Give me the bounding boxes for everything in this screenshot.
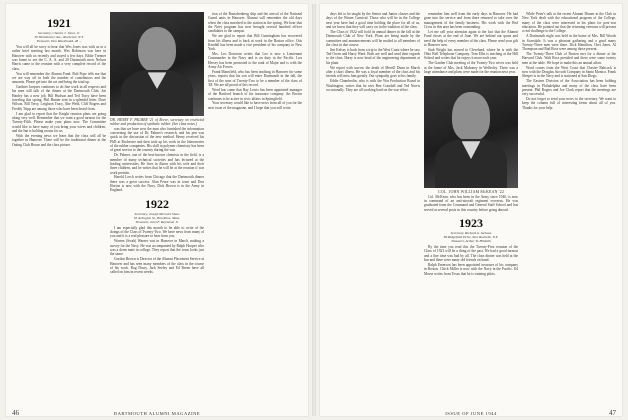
- issue-date: ISSUE OF JUNE 1944: [445, 411, 497, 416]
- photo-caption-mckean: COL. JOHN WILLIAM McKEAN '22: [438, 190, 504, 195]
- article-paragraph: Harold Lorch writes from Chicago that the Dartmouth dinner there was a great success. Alan Pease was in town and Don Horton is now with the Navy. Dick Brown is in the Army in England.: [110, 175, 204, 193]
- class-1921-treasurer: Treasurer, Don Macdonald, 48 ...: [36, 39, 82, 43]
- article-paragraph: Your secretary would like to have news from all of you for the next issue of the magazine, and I hope that you will write.: [208, 101, 302, 110]
- article-paragraph: Jim Kelsey is back from a trip to the West Coast where he saw Ted Owen and Harry Ward. Both are well and send their regards to the class. Harry is now head of the engineering department at his plant.: [326, 47, 420, 65]
- portrait-photo-mckean: [424, 76, 518, 188]
- right-column-1: [326, 12, 420, 93]
- class-1923-heading: 1923: [459, 215, 483, 230]
- article-paragraph: Eddie Chamberlin, who is with the War Production Board in Washington, writes that he sees Ben Crandall and Ted Norris occasionally. They are all working hard on the war effort.: [326, 79, 420, 92]
- article-paragraph: Stub Wright has moved to Cleveland, where he is with the Ohio Bell Telephone Company. Tom Ellis is teaching at the Hill School and writes that he enjoys it more each year.: [424, 47, 518, 61]
- class-1923-paragraph: Ralph Emerson has been appointed treasurer of his company in Boston. Chick Miller is now with the Navy in the Pacific. Ed Morse writes from Texas that he is training pilots.: [424, 262, 518, 276]
- article-paragraph: Let me call your attention again to the fact that the Alumni Fund closes at the end of June. We are behind our quota and need the help of every member of the class. Please send your gift to Hanover now.: [424, 29, 518, 47]
- class-1923-secretary: Secretary, Richard A. Jackson: [450, 230, 492, 235]
- class-1922-address: 65 Arlington St., Brookline, Mass.: [133, 215, 181, 220]
- portrait-head: [452, 92, 490, 141]
- article-paragraph: tion of the Rauschenberg ship and the arrival of the National Guard units in Hanover. Alumni will remember the old days when the class marched to the station in the spring. We hear that the Navy program has now brought several hundred officer candidates to the campus.: [208, 12, 302, 34]
- portrait-photo-palmer: [110, 12, 204, 116]
- article-paragraph: Dr. Palmer, one of the best-known chemists in the field, is a member of many technical societies and has lectured at the leading universities. He lives in Akron with his wife and their three children, and he writes that he will be at the reunion if war work permits.: [110, 153, 204, 175]
- article-paragraph: While Peter's talk at the recent Alumni Dinner at the Club in New York dealt with the educational program of the College, many of the class were interested in his plans for post-war education. He pointed out that the returning veterans will present a real challenge to the College.: [522, 12, 616, 34]
- class-1921-address: 30 Westminster Ave., Rochester, N.Y.: [34, 35, 84, 39]
- class-1922-treasurer: Treasurer, John F. Raymond, Jr.: [135, 219, 179, 224]
- article-paragraph: Col. McKean, who has been in the Army since 1940, is now in command of an anti-aircraft regiment overseas. He was graduated from the Command and General Staff School and has served at several posts in this country before going abroad.: [424, 194, 518, 212]
- article-paragraph: We report with sorrow the death of Merrill Dunn in March after a short illness. He was a loyal member of the class and his friends will miss him greatly. Our sympathy goes to his family.: [326, 65, 420, 79]
- article-paragraph: Word has come that Ray Lewis has been appointed manager of the Hartford branch of his insurance company. Art Brown continues to be active in civic affairs in Springfield.: [208, 87, 302, 101]
- article-paragraph: We are glad to report that Bill Cunningham has recovered from his illness and is back at work in the Boston office. Otis Kendall has been made a vice president of his company in New York.: [208, 34, 302, 52]
- article-paragraph: The Twenty-Three Club of Boston met for a dinner at the Harvard Club. Walt Ross presided and there were some twenty men at the table. We hope to make this an annual affair.: [522, 52, 616, 65]
- class-1923-address: 89 Ridgefield Drive, New Rochelle, N.Y.: [443, 234, 499, 239]
- page-gutter: [312, 4, 316, 416]
- article-paragraph: Word comes from the West Coast that Chester Babcock is now with the Douglas Aircraft Company in Santa Monica. Frank Sleeper is in the Navy and is stationed at San Diego.: [522, 65, 616, 79]
- right-column-2: [424, 12, 518, 276]
- right-page: [320, 4, 622, 416]
- page-number: 47: [609, 409, 616, 416]
- article-paragraph: The Eastern Division of the Association has been holding meetings in Philadelphia and many of the class have been present. Phil Rogers and Joe Clark report that the meetings are very successful.: [522, 79, 616, 97]
- class-1921-secretary: Secretary, Charles J. Jones, Jr.: [38, 31, 80, 35]
- article-paragraph: The Garden Club meeting of the Twenty-Two wives was held at the home of Mrs. Jack Mahoney in Wellesley. There was a large attendance and plans were made for the reunion next year.: [424, 61, 518, 74]
- left-column-1: [12, 12, 106, 147]
- class-1921-paragraph: I am glad to report that the Knight reunion plans are going along very well. Remember that we want a good turnout for the Twenty-Fifth. Please make your plans now. The Committee would like to have many of you bring your wives and children, and the Inn is holding rooms for us.: [12, 111, 106, 134]
- class-1922-paragraph: I am especially glad this month to be able to write of the doings of the Class of Twenty-Two. We have news from many of you and it is a real pleasure to hear from you.: [110, 225, 204, 239]
- article-paragraph: remember him well from the early days in Hanover. He had gone into the service and from there returned to take over the management of the family business. His work with the Red Cross in this area has been outstanding.: [424, 12, 518, 30]
- article-paragraph: A Dartmouth night was held in the home of Mrs. Bill Woods in Scarsdale. It was a pleasant gathering and a good many Twenty-Three men were there. Dick Hamilton, Chet Jones, Al Thompson and Bud Ross were among those present.: [522, 34, 616, 52]
- class-1921-heading: 1921: [47, 16, 71, 30]
- class-1922-heading: 1922: [145, 196, 169, 211]
- article-paragraph: The Class of 1922 will hold its annual dinner in the fall at the Dartmouth Club of New York. Plans are being made by the committee and announcements will be mailed to all members of the class in due course.: [326, 29, 420, 47]
- left-column-2: [110, 12, 204, 275]
- portrait-head: [138, 27, 176, 73]
- class-1922-paragraph: Gordon Brown is Director of the Alumni Placement Service at Hanover and has seen many members of the class in the course of his work. Rog Drury, Jack Seeley and Ed Breen have all called on him in recent weeks.: [110, 257, 204, 275]
- class-1922-paragraph: Warren (Swab) Warner was in Hanover in March, making a survey for the Navy. He was accompanied by Ralph Hooper who was a dorm mate in college. They report that the town looks just the same.: [110, 239, 204, 257]
- class-1922-secretary: Secretary, Joseph McGuire Shaw: [134, 211, 180, 216]
- article-paragraph: Do not forget to send your news to the secretary. We want to keep the column full of interesting items about all of you. Thanks for your help.: [522, 97, 616, 110]
- left-page: [6, 4, 308, 416]
- class-1923-treasurer: Treasurer, Arthur W. Hildreth: [451, 238, 491, 243]
- class-1921-paragraph: You will remember the Alumni Fund. Bob Pope tells me that we are way off in both the number of contributors and the amounts. Please get into the act and bring the total up.: [12, 71, 106, 85]
- article-paragraph: days left to be taught by the Senior and Junior classes and the days of the Winter Carnival. Those who will be in the College next year have had a good time holding the place for all of us, and we know that they will carry on in the tradition of the class.: [326, 12, 420, 30]
- article-paragraph: Frank Mansfield, who has been teaching in Hanover for some years, reports that his son will enter Dartmouth in the fall, the first of the sons of Twenty-Two to be a member of the class of '48. We are all proud of this record.: [208, 69, 302, 87]
- right-column-3: [522, 12, 616, 111]
- class-1921-paragraph: You will all be sorry to hear that Wes Jones was with us to a rather brief meeting last month. Wes Robinson was here in Hanover with us recently and stayed a few days. Eddie Trenner was home to see the C. A. A. and 20 Dartmouth men. Nelson Harris came to the reunion with a very complete record of the class.: [12, 45, 106, 71]
- left-column-3: [208, 12, 302, 111]
- article-paragraph: was that we have now the man who furnished the information concerning the use of Dr. Palmer's research, and his pen was quick in the discussion of the new method. Henry received his PhD at Rochester and then took up his work in the laboratories of the rubber companies. His skill in polymer chemistry has been of great service to the country during the war.: [110, 126, 204, 153]
- article-paragraph: Mrs. Leo Donovan writes that Leo is now a Lieutenant Commander in the Navy and is on duty in the Pacific. Lou Hersey has been promoted to the rank of Major and is with the Army Air Forces.: [208, 52, 302, 70]
- photo-caption-palmer: DR. HENRY F. PALMER '21 of Reeve, secretary on restricted rubber and production of synthetic rubber. (See class notes.): [110, 118, 204, 127]
- page-number: 46: [12, 409, 19, 416]
- publication-name: DARTMOUTH ALUMNI MAGAZINE: [113, 411, 201, 416]
- class-1921-paragraph: With the evening news we learn that the class will all be together in Hanover. There will be the traditional dinner at the Outing Club House and the class picture.: [12, 133, 106, 147]
- class-1923-paragraph: By the time you read this the Twenty-First reunion of the Class of 1923 will be a thing of the past. We had a good turnout and a fine time was had by all. The class dinner was held at the Inn and there were many old friends on hand.: [424, 244, 518, 263]
- class-1921-paragraph: Gardner Jacques continues to do fine work in all respects and his men still talk of the dinner at the Dartmouth Club. Joe Hanley has a new job. Bill Hudson and Ted Tracy have been traveling this spring. Phil Hunter sent in a splendid letter. Dave Wilson, Bill Terry, Leighton Tracy, Abe Weld, Cliff Rogers and Freddy Tripp are among those who have been heard from.: [12, 85, 106, 111]
